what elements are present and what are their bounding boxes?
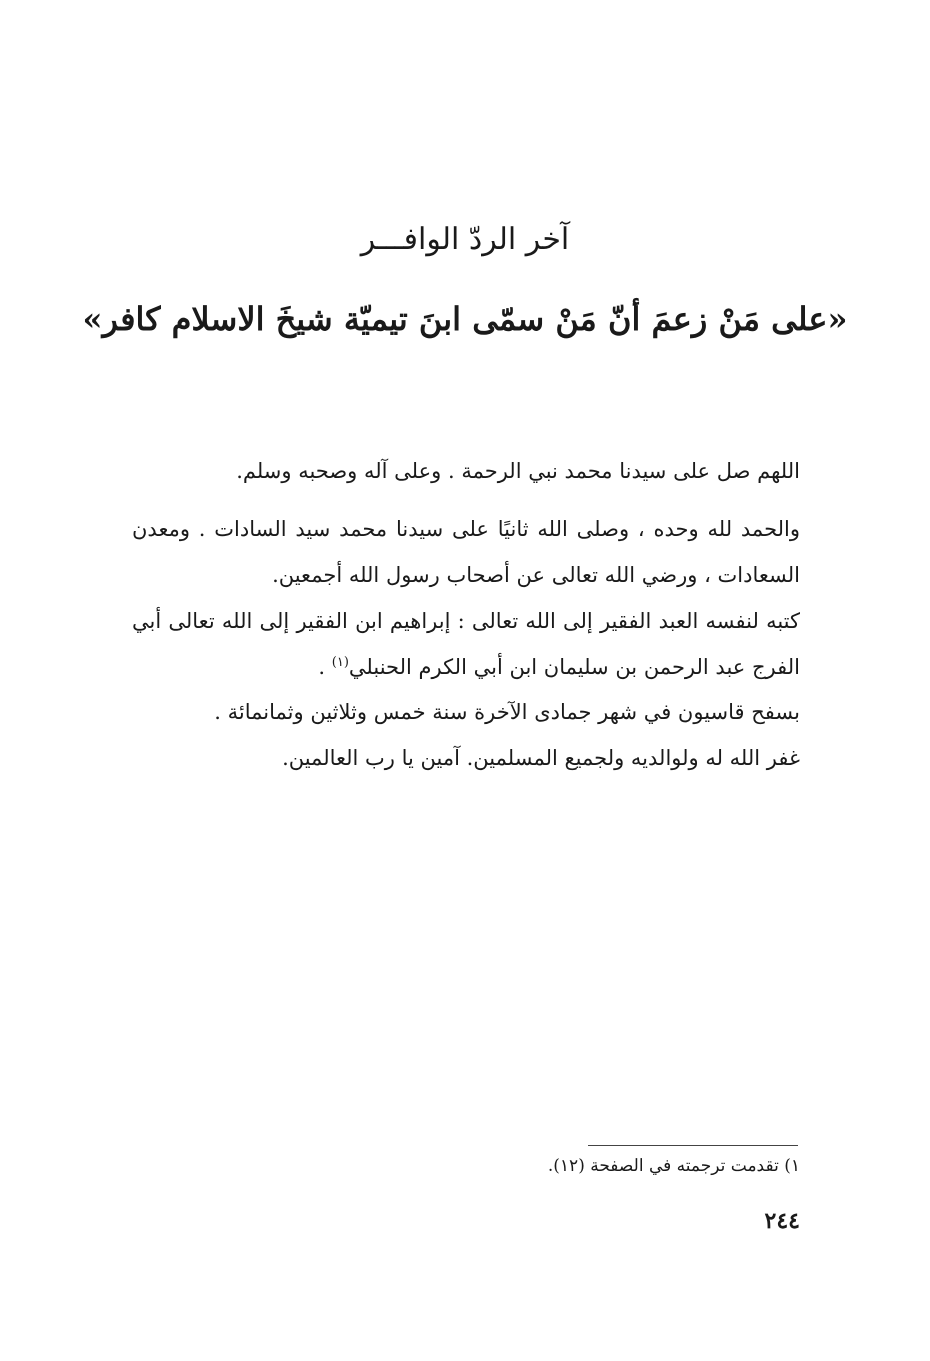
footnote-reference: (١): [331, 655, 349, 670]
page-number: ٢٤٤: [764, 1208, 800, 1234]
paragraph-3-main: كتبه لنفسه العبد الفقير إلى الله تعالى : إبراهيم ابن الفقير إلى الله تعالى أبي الفرج عبد الرحمن بن سليمان ابن أبي الكرم الحنبلي: [132, 609, 800, 679]
paragraph-3-text: [132, 598, 800, 690]
paragraph-3: [132, 598, 800, 690]
paragraph-1-text: اللهم صل على سيدنا محمد نبي الرحمة . وعلى آله وصحبه وسلم.: [236, 459, 800, 483]
paragraph-4-text: بسفح قاسيون في شهر جمادى الآخرة سنة خمس وثلاثين وثمانمائة .: [214, 700, 800, 724]
footnote-divider: [588, 1145, 798, 1146]
footnote: ١) تقدمت ترجمته في الصفحة (١٢).: [547, 1156, 800, 1176]
paragraph-5-text: غفر الله له ولوالديه ولجميع المسلمين. آمين يا رب العالمين.: [282, 746, 800, 770]
paragraph-2: [132, 506, 800, 598]
paragraph-4: [132, 689, 800, 735]
paragraph-5: [132, 735, 800, 781]
heading-line-1: آخر الردّ الوافـــر: [360, 222, 570, 257]
paragraph-3-end: .: [318, 655, 332, 679]
heading-line-2: «على مَنْ زعمَ أنّ مَنْ سمّى ابنَ تيميّة شيخَ الاسلام كافر»: [82, 300, 848, 338]
paragraph-2-text: والحمد لله وحده ، وصلى الله ثانيًا على سيدنا محمد سيد السادات . ومعدن السعادات ، ورضي الله تعالى عن أصحاب رسول الله أجمعين.: [132, 517, 800, 587]
paragraph-1: [132, 448, 800, 494]
